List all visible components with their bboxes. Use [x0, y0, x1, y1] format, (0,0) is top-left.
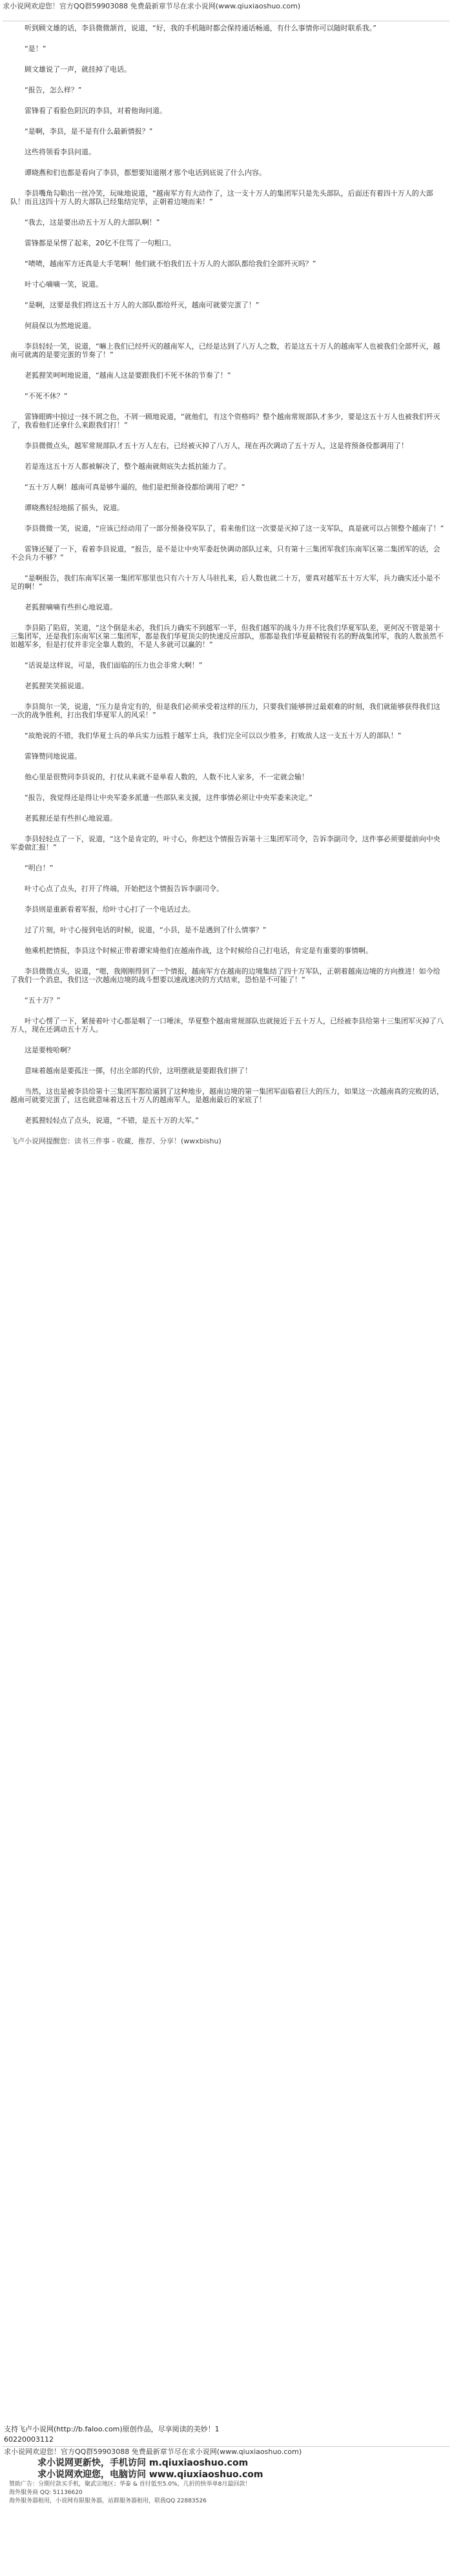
paragraph: 他心里是很赞同李县说的，打仗从来就不是单看人数的，人数不比人家多，不一定就会输！ — [25, 773, 309, 781]
paragraph: 李县轻轻一笑，说道，“嘛上我们已经歼灭的越南军人，已经是达到了八万人之数，若是这五十万人的越南军人也被我们全部歼灭，越南可就离的是要完蛋的节奏了！” — [10, 342, 440, 359]
paragraph: “报告，怎么样？” — [25, 86, 82, 94]
mobile-access-link[interactable]: 求小说网更新快，手机访问 m.qiuxiaoshuo.com — [37, 2458, 249, 2468]
source-info — [3, 2424, 449, 2446]
paragraph: “是啊，这要是我们将这五十万人的大部队都给歼灭，越南可就要完蛋了！” — [25, 301, 260, 309]
paragraph: 老狐狸笑笑摇说道。 — [25, 682, 88, 690]
paragraph: “是！” — [25, 45, 46, 53]
source-link-text[interactable]: 支持飞卢小说网(http://b.faloo.com)原创作品，尽享阅读的美妙！1 — [4, 2425, 220, 2433]
sponsor-hosting: 海外服务器租用，小说网有限服务器，站群服务器租用，联我QQ 22883526 — [9, 2498, 207, 2504]
paragraph: 何晨保以为然地说道。 — [25, 322, 96, 330]
paragraph: “是啊报告，我们东南军区第一集团军那里也只有六十万人马驻扎来，后人数也就二十万，要真对越军五十万大军，兵力确实还小是不足的啊！” — [10, 574, 440, 591]
paragraph: 李县嘴角勾勒出一丝冷笑，玩味地说道，“越南军方有大动作了，这一支十万人的集团军只是先头部队，后面还有着四十万人的大部队！而且这四十万人的大部队已经集结完毕，正朝着边境而来！” — [10, 189, 433, 206]
paragraph: 他乘机把情报，李县这个时候正带着谭宋琦他们在越南作战，这个时候给自己打电话，肯定是有重要的事情啊。 — [25, 946, 373, 955]
paragraph: 雷锋都是呆愣了起来，20亿不住骂了一句粗口。 — [25, 239, 176, 247]
paragraph: 听到顾文雄的话，李县微微颔首，说道，“好，我的手机随时都会保持通话畅通，有什么事情你可以随时联系我。” — [25, 24, 376, 32]
paragraph: 老狐狸还是有些担心地说道。 — [25, 814, 117, 823]
paragraph: 老狐狸笑呵呵地说道，“越南人这是要跟我们不死不休的节奏了！” — [25, 371, 231, 380]
paragraph: “五十万？” — [25, 996, 61, 1005]
paragraph: “啧啧，越南军方还真是大手笔啊！他们就不怕我们五十万人的大部队都给我们全部歼灭吗？” — [25, 260, 316, 268]
paragraph: 李县轻轻点了一下，说道，“这个是肯定的，叶寸心，你把这个情报告诉第十三集团军司令，告诉李副司令，这件事必须要提前向中央军委做汇报！” — [10, 835, 440, 852]
paragraph: 叶寸心嘀嘀一笑，说道。 — [25, 280, 103, 289]
site-banner: 求小说网欢迎您！官方QQ群59903088 免费最新章节尽在求小说网(www.qiuxiaoshuo.com) — [3, 2, 301, 10]
paragraph: 李县则是重新看着军报，给叶寸心打了一个电话过去。 — [25, 905, 195, 914]
paragraph: 雷锋看了看脸色阴沉的李县，对着他询问道。 — [25, 107, 167, 115]
paragraph: 谭晓燕和们也都是看向了李县，都想要知道刚才那个电话到底说了什么内容。 — [25, 169, 266, 177]
paragraph: 意味着越南是要孤注一掷，付出全部的代价，这明摆就是要跟我们拼了！ — [25, 1067, 252, 1075]
pc-access-link[interactable]: 求小说网欢迎您，电脑访问 www.qiuxiaoshuo.com — [37, 2469, 263, 2480]
paragraph: 顾文雄说了一声，就挂掉了电话。 — [25, 65, 131, 74]
paragraph: 叶寸心点了点头，打开了终端，开始把这个情报告诉李副司令。 — [25, 884, 223, 893]
paragraph: 这是要梭哈啊？ — [25, 1046, 74, 1054]
paragraph: “是啊，李县，是不是有什么最新情报？” — [25, 127, 153, 136]
sponsor-ad[interactable]: 赞助广告：分期付款买手机，聚武宗地区；华泰 & 首付低至5.0%，几折的快举单8月最回款！ — [9, 2481, 251, 2488]
paragraph: “五十万人啊！越南可真是够牛逼的，他们是把预备役都给调用了吧？” — [25, 483, 245, 491]
paragraph: 李县微微点头，说道，“嗯，我刚刚得到了一个情报，越南军方在越南的边境集结了四十万军队，正朝着越南边境的方向推进！如今给了我们一个消息，我们这一次越南边境的战斗想要以速战速决的方式结束，恐怕是不可能了！” — [10, 967, 440, 984]
paragraph: 李县微微一笑，说道，“应该已经动用了一部分预备役军队了，看来他们这一次要是灭掉了这一支军队，真是就可以占领整个越南了！” — [25, 524, 444, 533]
source-id: 60220003112 — [4, 2435, 54, 2444]
paragraph: “不死不休？” — [25, 392, 68, 400]
paragraph: 李县简尔一笑，说道，“压力是肯定有的，但是我们必须承受着这样的压力，只要我们能够拼过最艰难的时刻，我们就能够获得我们这一次的战争胜利，打出我们华夏军人的风采！” — [10, 702, 440, 719]
paragraph: 这些将领看李县问道。 — [25, 148, 96, 156]
paragraph: 老狐狸轻轻点了点头，说道，“不错，是五十万的大军。” — [25, 1116, 199, 1125]
paragraph: 谭晓燕轻轻地摇了摇头，说道。 — [25, 504, 124, 512]
chapter-content — [3, 21, 449, 2424]
footer-banner: 求小说网欢迎您！官方QQ群59903088 免费最新章节尽在求小说网(www.qiuxiaoshuo.com) — [4, 2448, 302, 2456]
paragraph: “话说是这样说，可是，我们面临的压力也会非常大啊！” — [25, 661, 203, 670]
site-footer — [3, 2447, 449, 2506]
paragraph: 当然，这也是被李县给第十三集团军都给逼到了这种地步，越南边境的第一集团军面临着巨大的压力，如果这一次越南真的完败的话，越南可就要完蛋了，这也就意味着这五十万人的越南军人，是越南最后的家底了！ — [10, 1087, 444, 1104]
paragraph: 过了片刻，叶寸心接到电话的时候，说道，“小县，是不是遇到了什么情事？” — [25, 926, 267, 934]
reading-tip: 飞卢小说网提醒您：读书三件事 - 收藏、推荐、分享！(wwxbishu) — [10, 1137, 221, 1145]
paragraph: 老狐狸嘀嘀有些担心地说道。 — [25, 603, 117, 611]
paragraph: “报告，我觉得还是得让中央军委多派遣一些部队来支援，这件事情必须让中央军委来决定。” — [25, 793, 313, 802]
paragraph: 李县陷了陷眉，笑道，“这个倒是未必，我们兵力确实不到越军一半，但我们越军的战斗力并不比我们华夏军队差，更何况不管是第十三集团军，还是我们东南军区第二集团军，都是我们华夏顶尖的快速反应部队，那都是我们华夏最精锐有名的野战集团军，我的人数虽然不如越军多，但是打仗并非完全靠人数的，不是人多就可以赢的！” — [10, 624, 444, 649]
sponsor-qq: 海外服务商 QQ: 51136620 — [9, 2489, 83, 2496]
paragraph: 雷锋还疑了一下，看着李县说道，“报告，是不是让中央军委赶快调动部队过来，只有第十三集团军我们东南军区第二集团军的话，会不会兵力不够？” — [10, 545, 440, 562]
paragraph: “我去，这是要出动五十万人的大部队啊！” — [25, 218, 160, 227]
paragraph: 李县微微点头，越军常规部队才五十万人左右，已经被灭掉了八万人，现在再次调动了五十万人，这是将预备役都调用了！ — [25, 442, 408, 450]
paragraph: “明白！” — [25, 864, 54, 872]
paragraph: 叶寸心愣了一下，紧接着叶寸心都是咽了一口唾沫，华夏整个越南常规部队也就接近于五十万人，已经被李县给第十三集团军灭掉了八万人，现在还调动五十万人。 — [10, 1017, 444, 1034]
paragraph: 雷锋眼眸中掠过一抹不屑之色，不屑一顾地说道，“就他们，有这个资格吗？整个越南常规部队才多少，要是这五十万人也被我们歼灭了，我看他们还拿什么来跟我们打！” — [10, 413, 440, 429]
paragraph: 若是连这五十万人都被解决了，整个越南就彻底失去抵抗能力了。 — [25, 462, 231, 471]
paragraph: “故绝说的不错，我们华夏士兵的单兵实力远胜于越军士兵，我们完全可以以少胜多，打败敌人这一支五十万人的部队！” — [25, 731, 402, 740]
paragraph: 雷锋赞同地说道。 — [25, 752, 81, 761]
